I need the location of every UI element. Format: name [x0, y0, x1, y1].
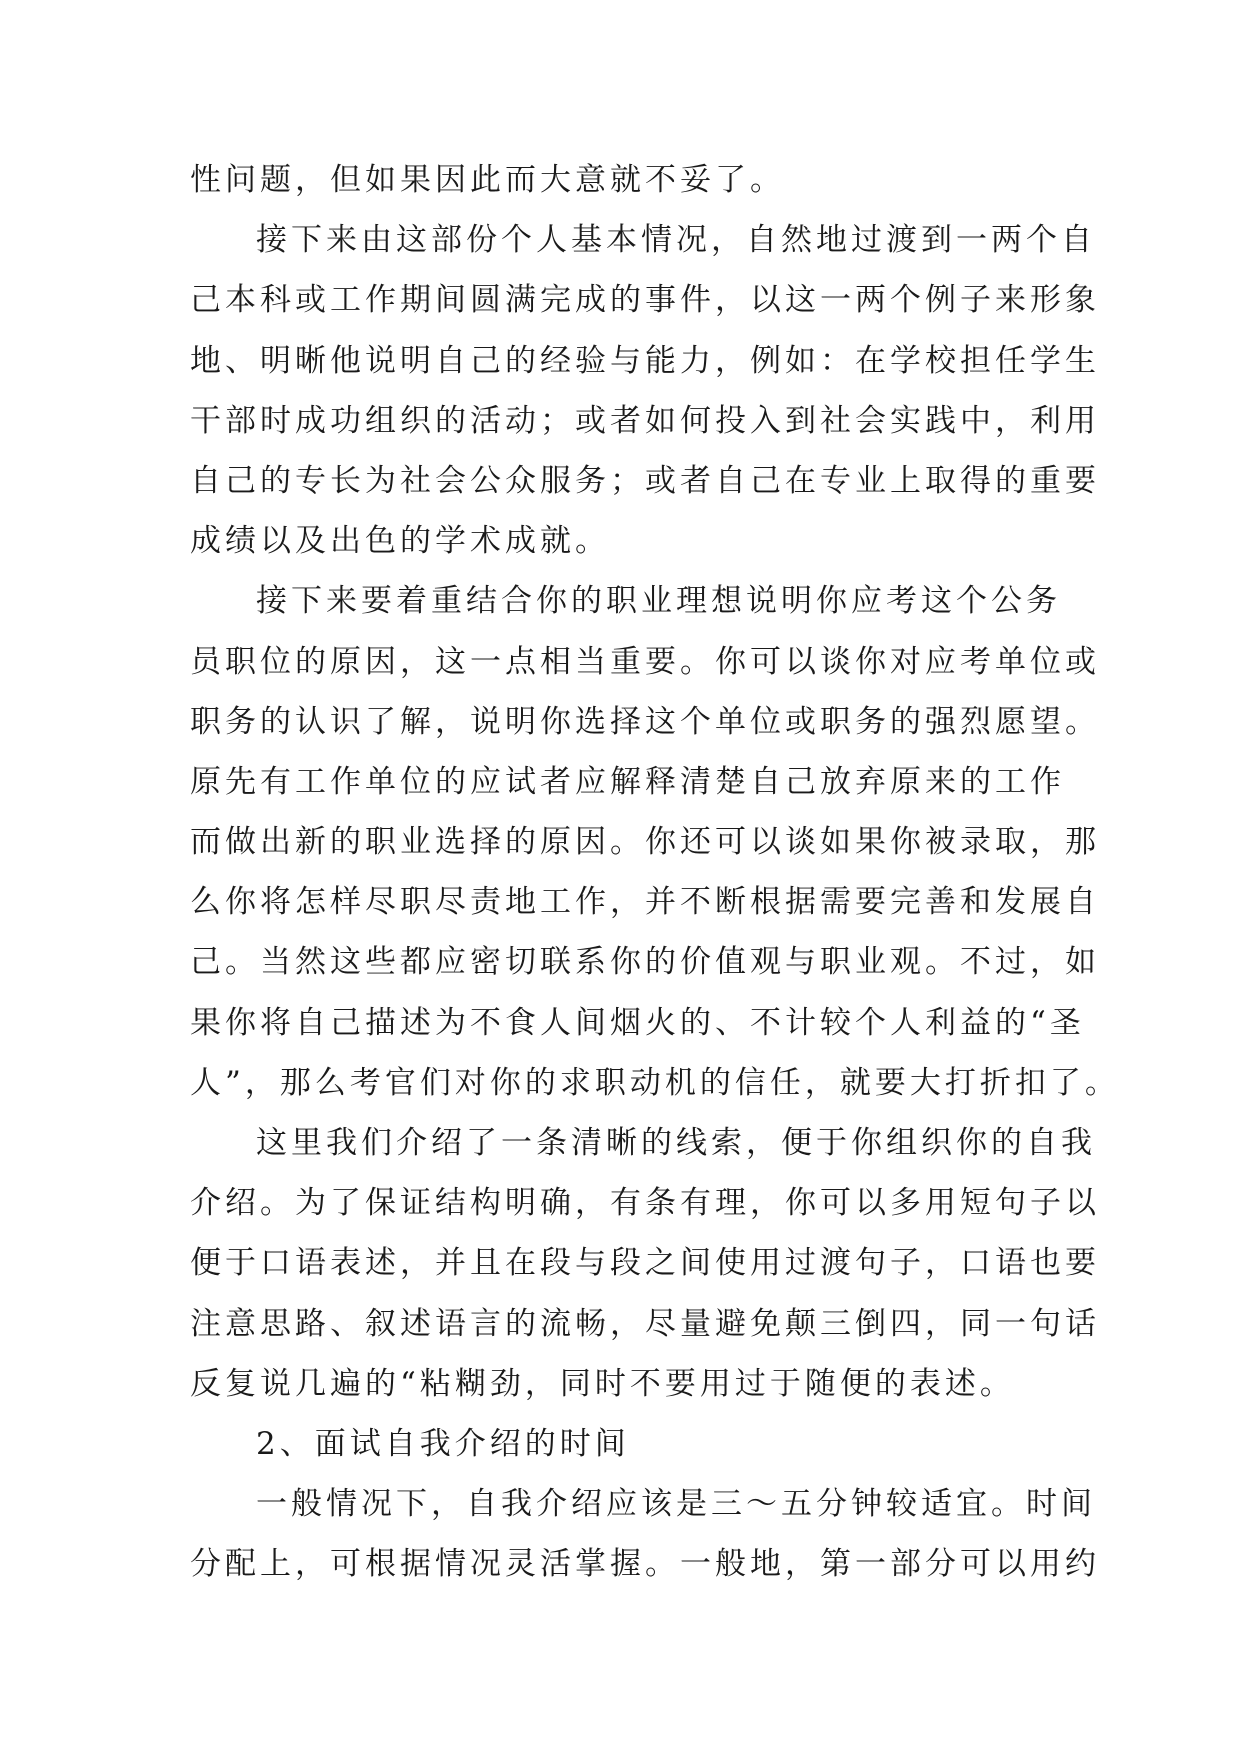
text-line: 自己的专长为社会公众服务；或者自己在专业上取得的重要: [190, 462, 1100, 499]
text-line: 反复说几遍的“粘糊劲，同时不要用过于随便的表述。: [190, 1365, 1015, 1402]
text-line: 果你将自己描述为不食人间烟火的、不计较个人利益的“圣: [190, 1004, 1085, 1041]
text-line: 介绍。为了保证结构明确，有条有理，你可以多用短句子以: [190, 1185, 1100, 1222]
text-line: 地、明晰他说明自己的经验与能力，例如：在学校担任学生: [190, 342, 1100, 379]
text-line: 注意思路、叙述语言的流畅，尽量避免颠三倒四，同一句话: [190, 1305, 1100, 1342]
text-line: 而做出新的职业选择的原因。你还可以谈如果你被录取，那: [190, 824, 1100, 861]
text-line: 干部时成功组织的活动；或者如何投入到社会实践中，利用: [190, 402, 1100, 439]
text-line: 己。当然这些都应密切联系你的价值观与职业观。不过，如: [190, 944, 1100, 981]
text-line: 人”，那么考官们对你的求职动机的信任，就要大打折扣了。: [190, 1064, 1120, 1101]
text-line: 这里我们介绍了一条清晰的线索，便于你组织你的自我: [256, 1125, 1096, 1161]
text-line: 员职位的原因，这一点相当重要。你可以谈你对应考单位或: [190, 643, 1100, 680]
text-line: 职务的认识了解，说明你选择这个单位或职务的强烈愿望。: [190, 703, 1100, 740]
text-line: 接下来由这部份个人基本情况，自然地过渡到一两个自: [256, 222, 1096, 259]
text-line: 分配上，可根据情况灵活掌握。一般地，第一部分可以用约: [190, 1546, 1100, 1583]
text-line: 成绩以及出色的学术成就。: [190, 523, 610, 560]
text-line: 一般情况下，自我介绍应该是三～五分钟较适宜。时间: [256, 1486, 1096, 1523]
text-line: 便于口语表述，并且在段与段之间使用过渡句子，口语也要: [190, 1245, 1100, 1282]
section-heading: 2、面试自我介绍的时间: [256, 1425, 630, 1462]
text-line: 己本科或工作期间圆满完成的事件，以这一两个例子来形象: [190, 282, 1100, 319]
text-line: 性问题，但如果因此而大意就不妥了。: [190, 162, 785, 198]
text-line: 么你将怎样尽职尽责地工作，并不断根据需要完善和发展自: [190, 884, 1100, 921]
text-line: 原先有工作单位的应试者应解释清楚自己放弃原来的工作: [190, 763, 1065, 800]
document-page: [190, 150, 1120, 1595]
text-line: 接下来要着重结合你的职业理想说明你应考这个公务: [256, 583, 1061, 620]
